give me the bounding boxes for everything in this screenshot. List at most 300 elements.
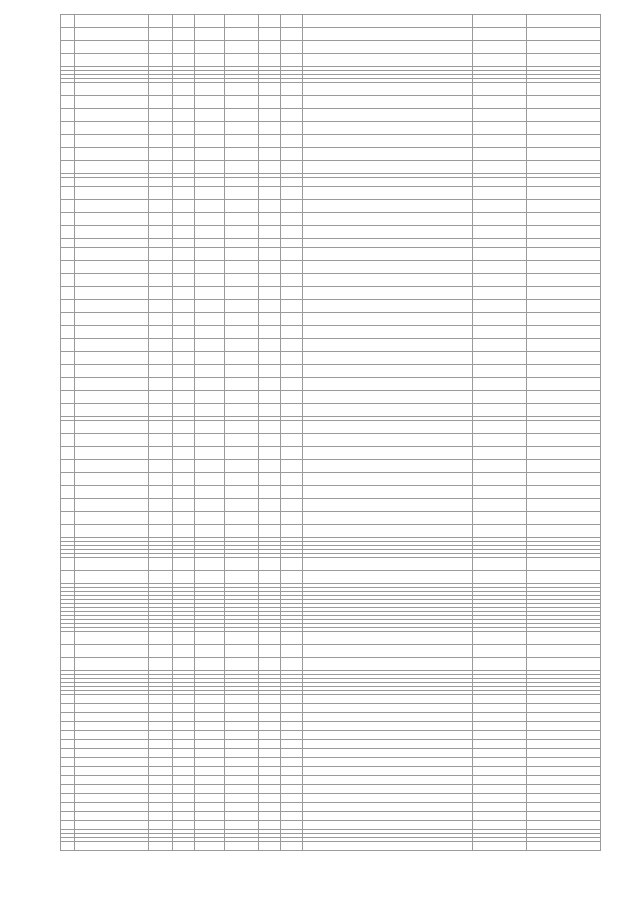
table-cell bbox=[527, 378, 601, 391]
table-cell bbox=[303, 722, 473, 731]
table-cell bbox=[259, 365, 281, 378]
table-cell bbox=[473, 794, 527, 803]
table-cell bbox=[195, 378, 225, 391]
table-cell bbox=[259, 525, 281, 538]
table-cell bbox=[61, 178, 75, 187]
table-cell bbox=[61, 740, 75, 749]
table-cell bbox=[527, 499, 601, 512]
table-cell bbox=[173, 287, 195, 300]
table-cell bbox=[527, 83, 601, 96]
table-cell bbox=[75, 41, 149, 54]
table-cell bbox=[61, 313, 75, 326]
table-cell bbox=[527, 794, 601, 803]
table-cell bbox=[173, 421, 195, 434]
table-cell bbox=[61, 213, 75, 226]
table-cell bbox=[195, 404, 225, 417]
table-cell bbox=[225, 758, 259, 767]
table-cell bbox=[195, 96, 225, 109]
table-cell bbox=[225, 274, 259, 287]
table-cell bbox=[527, 161, 601, 174]
table-cell bbox=[473, 365, 527, 378]
table-cell bbox=[225, 313, 259, 326]
table-cell bbox=[75, 785, 149, 794]
table-cell bbox=[527, 187, 601, 200]
table-cell bbox=[259, 96, 281, 109]
table-row bbox=[61, 96, 601, 109]
table-cell bbox=[281, 326, 303, 339]
table-row bbox=[61, 261, 601, 274]
table-row bbox=[61, 812, 601, 821]
table-cell bbox=[75, 722, 149, 731]
table-cell bbox=[149, 365, 173, 378]
table-cell bbox=[173, 499, 195, 512]
table-cell bbox=[225, 404, 259, 417]
table-cell bbox=[527, 109, 601, 122]
table-cell bbox=[195, 658, 225, 671]
table-cell bbox=[195, 178, 225, 187]
table-cell bbox=[259, 300, 281, 313]
table-cell bbox=[149, 313, 173, 326]
table-row bbox=[61, 460, 601, 473]
table-cell bbox=[473, 749, 527, 758]
table-cell bbox=[75, 713, 149, 722]
table-cell bbox=[281, 785, 303, 794]
table-cell bbox=[61, 287, 75, 300]
table-row bbox=[61, 512, 601, 525]
table-cell bbox=[527, 525, 601, 538]
table-cell bbox=[61, 460, 75, 473]
table-cell bbox=[173, 473, 195, 486]
table-cell bbox=[149, 248, 173, 261]
table-cell bbox=[75, 525, 149, 538]
table-cell bbox=[259, 658, 281, 671]
table-cell bbox=[149, 54, 173, 67]
table-cell bbox=[281, 749, 303, 758]
table-cell bbox=[473, 28, 527, 41]
table-cell bbox=[473, 558, 527, 571]
table-cell bbox=[61, 96, 75, 109]
table-cell bbox=[61, 122, 75, 135]
table-cell bbox=[281, 200, 303, 213]
table-row bbox=[61, 391, 601, 404]
table-cell bbox=[149, 28, 173, 41]
table-cell bbox=[527, 486, 601, 499]
table-cell bbox=[195, 486, 225, 499]
table-cell bbox=[173, 695, 195, 704]
table-cell bbox=[173, 378, 195, 391]
table-row bbox=[61, 148, 601, 161]
table-cell bbox=[473, 287, 527, 300]
table-cell bbox=[173, 226, 195, 239]
table-cell bbox=[195, 200, 225, 213]
table-cell bbox=[61, 803, 75, 812]
table-cell bbox=[149, 109, 173, 122]
table-cell bbox=[195, 421, 225, 434]
table-cell bbox=[195, 187, 225, 200]
table-cell bbox=[61, 339, 75, 352]
table-cell bbox=[259, 722, 281, 731]
table-cell bbox=[75, 28, 149, 41]
table-cell bbox=[173, 83, 195, 96]
table-cell bbox=[61, 28, 75, 41]
table-cell bbox=[75, 803, 149, 812]
table-cell bbox=[75, 486, 149, 499]
table-cell bbox=[173, 326, 195, 339]
table-cell bbox=[75, 313, 149, 326]
table-row bbox=[61, 352, 601, 365]
table-cell bbox=[225, 512, 259, 525]
table-cell bbox=[75, 812, 149, 821]
table-row bbox=[61, 178, 601, 187]
table-cell bbox=[173, 161, 195, 174]
table-cell bbox=[75, 96, 149, 109]
table-cell bbox=[173, 785, 195, 794]
table-cell bbox=[195, 632, 225, 645]
table-cell bbox=[225, 486, 259, 499]
table-cell bbox=[149, 499, 173, 512]
table-cell bbox=[225, 525, 259, 538]
table-cell bbox=[173, 15, 195, 28]
table-cell bbox=[473, 161, 527, 174]
table-cell bbox=[527, 812, 601, 821]
table-cell bbox=[473, 300, 527, 313]
table-cell bbox=[195, 213, 225, 226]
table-cell bbox=[281, 404, 303, 417]
table-row bbox=[61, 525, 601, 538]
table-row bbox=[61, 135, 601, 148]
table-cell bbox=[225, 378, 259, 391]
table-cell bbox=[473, 731, 527, 740]
table-cell bbox=[225, 96, 259, 109]
table-cell bbox=[75, 512, 149, 525]
table-cell bbox=[75, 645, 149, 658]
table-cell bbox=[195, 326, 225, 339]
table-cell bbox=[75, 352, 149, 365]
table-cell bbox=[225, 460, 259, 473]
table-cell bbox=[259, 313, 281, 326]
table-cell bbox=[527, 41, 601, 54]
table-cell bbox=[281, 421, 303, 434]
table-cell bbox=[75, 178, 149, 187]
table-cell bbox=[75, 695, 149, 704]
table-cell bbox=[281, 558, 303, 571]
table-cell bbox=[61, 704, 75, 713]
table-cell bbox=[195, 704, 225, 713]
table-cell bbox=[75, 300, 149, 313]
table-cell bbox=[75, 821, 149, 830]
table-cell bbox=[473, 135, 527, 148]
table-cell bbox=[225, 200, 259, 213]
table-cell bbox=[259, 767, 281, 776]
table-cell bbox=[75, 421, 149, 434]
table-row bbox=[61, 313, 601, 326]
table-cell bbox=[149, 740, 173, 749]
table-cell bbox=[281, 658, 303, 671]
table-cell bbox=[527, 248, 601, 261]
table-cell bbox=[259, 109, 281, 122]
table-cell bbox=[259, 512, 281, 525]
table-cell bbox=[259, 447, 281, 460]
table-cell bbox=[281, 731, 303, 740]
table-cell bbox=[527, 842, 601, 851]
table-cell bbox=[75, 842, 149, 851]
table-cell bbox=[173, 391, 195, 404]
table-cell bbox=[281, 821, 303, 830]
table-cell bbox=[61, 767, 75, 776]
table-cell bbox=[173, 122, 195, 135]
table-cell bbox=[473, 83, 527, 96]
table-row bbox=[61, 339, 601, 352]
table-cell bbox=[149, 767, 173, 776]
table-cell bbox=[195, 148, 225, 161]
table-cell bbox=[75, 404, 149, 417]
table-cell bbox=[195, 803, 225, 812]
table-row bbox=[61, 365, 601, 378]
table-cell bbox=[61, 148, 75, 161]
table-cell bbox=[281, 758, 303, 767]
table-cell bbox=[149, 749, 173, 758]
table-cell bbox=[75, 248, 149, 261]
table-cell bbox=[527, 447, 601, 460]
table-cell bbox=[61, 135, 75, 148]
table-cell bbox=[173, 713, 195, 722]
table-cell bbox=[473, 499, 527, 512]
table-row bbox=[61, 695, 601, 704]
table-cell bbox=[61, 658, 75, 671]
table-cell bbox=[149, 287, 173, 300]
table-cell bbox=[259, 274, 281, 287]
table-cell bbox=[75, 135, 149, 148]
table-cell bbox=[527, 122, 601, 135]
table-cell bbox=[173, 571, 195, 584]
table-cell bbox=[303, 226, 473, 239]
table-cell bbox=[281, 41, 303, 54]
table-cell bbox=[195, 261, 225, 274]
table-cell bbox=[195, 15, 225, 28]
table-row bbox=[61, 821, 601, 830]
table-cell bbox=[259, 499, 281, 512]
table-cell bbox=[527, 571, 601, 584]
table-cell bbox=[281, 740, 303, 749]
table-row bbox=[61, 722, 601, 731]
table-cell bbox=[259, 803, 281, 812]
table-cell bbox=[225, 54, 259, 67]
table-cell bbox=[281, 313, 303, 326]
table-cell bbox=[259, 287, 281, 300]
table-row bbox=[61, 248, 601, 261]
table-cell bbox=[149, 803, 173, 812]
table-cell bbox=[173, 632, 195, 645]
table-cell bbox=[61, 499, 75, 512]
table-row bbox=[61, 213, 601, 226]
table-cell bbox=[303, 767, 473, 776]
table-cell bbox=[149, 695, 173, 704]
table-cell bbox=[61, 41, 75, 54]
table-cell bbox=[173, 722, 195, 731]
table-cell bbox=[527, 740, 601, 749]
table-cell bbox=[195, 842, 225, 851]
table-cell bbox=[61, 785, 75, 794]
table-cell bbox=[195, 161, 225, 174]
table-cell bbox=[259, 261, 281, 274]
table-cell bbox=[225, 704, 259, 713]
table-cell bbox=[303, 365, 473, 378]
table-cell bbox=[303, 447, 473, 460]
table-cell bbox=[75, 378, 149, 391]
table-row bbox=[61, 794, 601, 803]
table-cell bbox=[281, 722, 303, 731]
table-cell bbox=[225, 248, 259, 261]
table-cell bbox=[75, 499, 149, 512]
table-cell bbox=[173, 486, 195, 499]
table-cell bbox=[303, 558, 473, 571]
table-cell bbox=[281, 434, 303, 447]
table-cell bbox=[225, 261, 259, 274]
table-cell bbox=[281, 713, 303, 722]
table-cell bbox=[195, 28, 225, 41]
table-cell bbox=[149, 447, 173, 460]
table-cell bbox=[259, 41, 281, 54]
table-row bbox=[61, 447, 601, 460]
table-cell bbox=[527, 776, 601, 785]
table-cell bbox=[527, 54, 601, 67]
table-cell bbox=[281, 248, 303, 261]
table-cell bbox=[61, 794, 75, 803]
table-cell bbox=[75, 339, 149, 352]
table-cell bbox=[173, 54, 195, 67]
table-cell bbox=[303, 15, 473, 28]
table-cell bbox=[195, 54, 225, 67]
table-cell bbox=[225, 473, 259, 486]
table-cell bbox=[225, 571, 259, 584]
table-cell bbox=[225, 632, 259, 645]
table-cell bbox=[149, 794, 173, 803]
table-cell bbox=[281, 178, 303, 187]
table-cell bbox=[225, 794, 259, 803]
table-cell bbox=[149, 213, 173, 226]
table-cell bbox=[473, 421, 527, 434]
table-cell bbox=[75, 15, 149, 28]
table-cell bbox=[225, 326, 259, 339]
table-row bbox=[61, 41, 601, 54]
table-cell bbox=[149, 512, 173, 525]
table-cell bbox=[303, 378, 473, 391]
table-cell bbox=[225, 434, 259, 447]
table-cell bbox=[149, 352, 173, 365]
table-row bbox=[61, 287, 601, 300]
table-cell bbox=[61, 83, 75, 96]
table-cell bbox=[149, 226, 173, 239]
table-cell bbox=[173, 767, 195, 776]
table-cell bbox=[195, 460, 225, 473]
table-row bbox=[61, 776, 601, 785]
table-cell bbox=[473, 758, 527, 767]
table-cell bbox=[75, 776, 149, 785]
table-cell bbox=[61, 326, 75, 339]
table-cell bbox=[303, 499, 473, 512]
table-row bbox=[61, 740, 601, 749]
table-cell bbox=[473, 713, 527, 722]
table-cell bbox=[281, 391, 303, 404]
table-cell bbox=[281, 28, 303, 41]
table-cell bbox=[259, 695, 281, 704]
table-cell bbox=[473, 96, 527, 109]
table-cell bbox=[303, 352, 473, 365]
table-cell bbox=[173, 135, 195, 148]
table-cell bbox=[259, 645, 281, 658]
table-cell bbox=[75, 749, 149, 758]
table-cell bbox=[149, 178, 173, 187]
table-cell bbox=[173, 645, 195, 658]
table-cell bbox=[61, 722, 75, 731]
table-cell bbox=[281, 767, 303, 776]
table-row bbox=[61, 404, 601, 417]
table-cell bbox=[527, 135, 601, 148]
table-cell bbox=[259, 632, 281, 645]
table-cell bbox=[303, 713, 473, 722]
table-cell bbox=[195, 645, 225, 658]
table-cell bbox=[527, 512, 601, 525]
table-cell bbox=[195, 274, 225, 287]
table-cell bbox=[75, 447, 149, 460]
table-cell bbox=[195, 821, 225, 830]
table-cell bbox=[527, 767, 601, 776]
table-cell bbox=[281, 83, 303, 96]
table-cell bbox=[527, 352, 601, 365]
table-cell bbox=[527, 300, 601, 313]
table-cell bbox=[195, 767, 225, 776]
table-cell bbox=[225, 658, 259, 671]
table-cell bbox=[473, 704, 527, 713]
table-cell bbox=[195, 571, 225, 584]
table-cell bbox=[61, 365, 75, 378]
table-cell bbox=[225, 226, 259, 239]
table-cell bbox=[75, 187, 149, 200]
table-cell bbox=[195, 525, 225, 538]
table-row bbox=[61, 658, 601, 671]
table-cell bbox=[281, 803, 303, 812]
table-cell bbox=[303, 274, 473, 287]
table-cell bbox=[61, 749, 75, 758]
table-cell bbox=[195, 794, 225, 803]
table-cell bbox=[527, 473, 601, 486]
table-cell bbox=[527, 178, 601, 187]
table-cell bbox=[259, 821, 281, 830]
table-cell bbox=[473, 658, 527, 671]
table-cell bbox=[259, 421, 281, 434]
table-cell bbox=[473, 473, 527, 486]
table-cell bbox=[61, 645, 75, 658]
table-cell bbox=[173, 404, 195, 417]
table-cell bbox=[225, 15, 259, 28]
table-row bbox=[61, 83, 601, 96]
table-cell bbox=[527, 404, 601, 417]
table-cell bbox=[303, 96, 473, 109]
table-cell bbox=[195, 749, 225, 758]
table-cell bbox=[473, 645, 527, 658]
table-cell bbox=[61, 776, 75, 785]
table-cell bbox=[281, 261, 303, 274]
table-cell bbox=[173, 239, 195, 248]
table-cell bbox=[281, 512, 303, 525]
table-cell bbox=[303, 54, 473, 67]
table-cell bbox=[303, 261, 473, 274]
table-cell bbox=[473, 812, 527, 821]
table-cell bbox=[303, 658, 473, 671]
table-cell bbox=[61, 226, 75, 239]
table-cell bbox=[527, 460, 601, 473]
table-cell bbox=[61, 447, 75, 460]
